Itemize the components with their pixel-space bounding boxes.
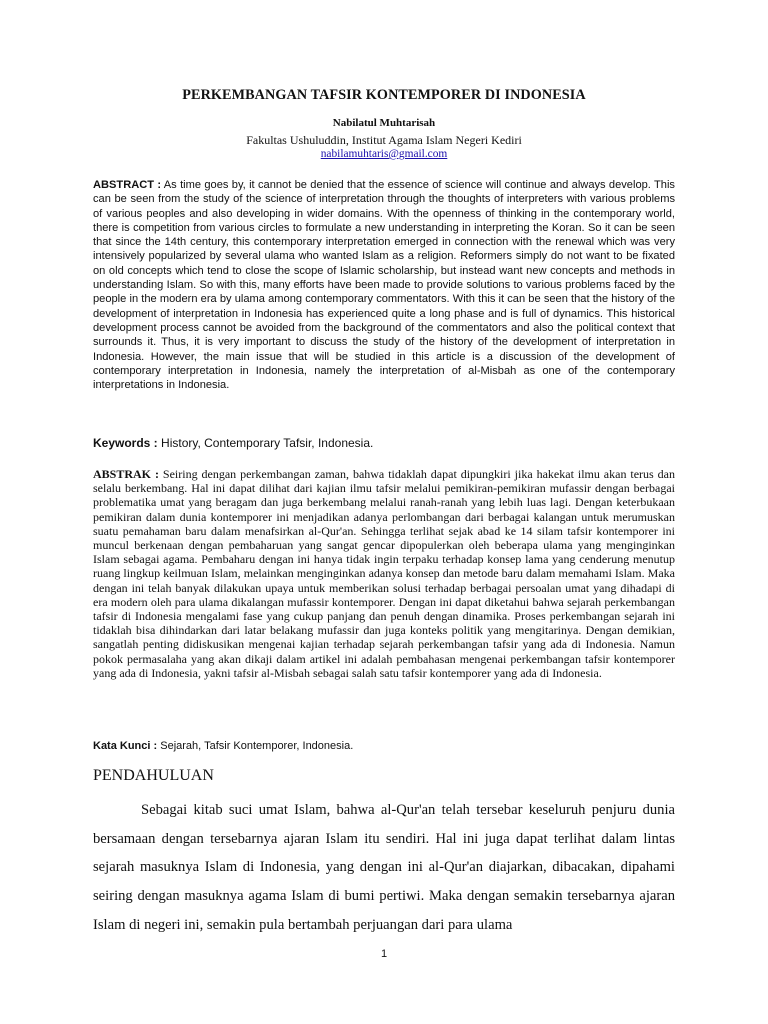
kata-kunci-label: Kata Kunci : bbox=[93, 740, 158, 752]
page-number: 1 bbox=[380, 948, 388, 960]
abstract-english bbox=[93, 178, 675, 392]
author-email-link[interactable]: nabilamuhtaris@gmail.com bbox=[320, 148, 448, 160]
keywords-label: Keywords : bbox=[93, 436, 158, 450]
abstract-indonesian bbox=[93, 467, 675, 680]
abstract-label: ABSTRACT : bbox=[93, 179, 162, 191]
keywords-line bbox=[93, 436, 675, 450]
abstract-text: As time goes by, it cannot be denied that the essence of science will continue and always develop. This can be seen from the study of the science of interpretation through the thoughts of interpreters with various problems of various peoples and also developing in wider domains. With the openness of thinking in the contemporary world, there is competition from various circles to formulate a new understanding in interpreting the Koran. So it can be seen that since the 14th century, this contemporary interpretation emerged in connection with the renewal which was very intensively popularized by several ulama who wanted Islam as a religion. Reformers simply do not want to be fixated on old concepts which tend to close the scope of Islamic scholarship, but instead want new concepts and methods in understanding Islam. So with this, many efforts have been made to provide solutions to various problems faced by the people in the modern era by ulama among contemporary commentators. With this it can be seen that the history of the development of interpretation in Indonesia has experienced quite a long phase and is full of dynamics. This historical development process cannot be avoided from the background of the commentators and also the political context that surrounds it. Thus, it is very important to discuss the study of the history of the development of interpretation in Indonesia. However, the main issue that will be studied in this article is a discussion of the development of contemporary interpretation in Indonesia, namely the interpretation of al-Misbah as one of the contemporary interpretations in Indonesia. bbox=[93, 179, 675, 392]
author-affiliation: Fakultas Ushuluddin, Institut Agama Islam Negeri Kediri bbox=[246, 133, 522, 147]
kata-kunci-line bbox=[93, 740, 675, 752]
intro-paragraph: Sebagai kitab suci umat Islam, bahwa al-Qur'an telah tersebar keseluruh penjuru dunia bersamaan dengan tersebarnya ajaran Islam itu sendiri. Hal ini juga dapat terlihat dalam lintas sejarah masuknya Islam di Indonesia, yang dengan ini al-Qur'an diajarkan, dibacakan, dipahami seiring dengan masuknya agama Islam di bumi pertiwi. Maka dengan semakin tersebarnya ajaran Islam di negeri ini, semakin pula bertambah perjuangan dari para ulama bbox=[93, 802, 675, 933]
abstrak-text: Seiring dengan perkembangan zaman, bahwa tidaklah dapat dipungkiri jika hakekat ilmu akan terus dan selalu berkembang. Hal ini dapat dilihat dari kajian ilmu tafsir melalui pemikiran-pemikiran mufassir dengan berbagai problematika umat yang beragam dan juga berkembang melalui ranah-ranah yang lebih luas lagi. Dengan keterbukaan pemikiran dalam dunia kontemporer ini menjadikan adanya perlombangan dari berbagai kalangan untuk merumuskan suatu pemahaman baru dalam menafsirkan al-Qur'an. Sehingga terlihat sejak abad ke 14 silam tafsir kontemporer ini muncul berkenaan dengan pembaharuan yang sangat gencar dipopulerkan oleh beberapa ulama yang menginginkan Islam sebagai agama. Pembaharu dengan ini hanya tidak ingin terpaku terhadap konsep lama yang cenderung menutup ruang lingkup keilmuan Islam, melainkan menginginkan adanya konsep dan metode baru dalam memahami Islam. Maka dengan ini telah banyak dilakukan upaya untuk memberikan solusi terhadap berbagai persoalan umat yang dihadapi di era modern oleh para ulama dikalangan mufassir kontemporer. Dengan ini dapat diketahui bahwa sejarah perkembangan tafsir di Indonesia mengalami fase yang cukup panjang dan penuh dengan dinamika. Proses perkembangan sejarah ini tidaklah bisa dihindarkan dari latar belakang mufassir dan juga konteks politik yang mengitarinya. Dengan demikian, sangatlah penting didiskusikan mengenai kajian terhadap sejarah perkembangan tafsir yang ada di Indonesia. Namun pokok permasalaha yang akan dikaji dalam artikel ini adalah pembahasan mengenai perkembangan tafsir kontemporer yang ada di Indonesia, yakni tafsir al-Misbah sebagai salah satu tafsir kontemporer yang ada di Indonesia. bbox=[93, 467, 675, 680]
keywords-text: History, Contemporary Tafsir, Indonesia. bbox=[161, 436, 374, 450]
section-heading: PENDAHULUAN bbox=[93, 767, 214, 784]
paper-title: PERKEMBANGAN TAFSIR KONTEMPORER DI INDONESIA bbox=[182, 87, 586, 103]
abstrak-label: ABSTRAK : bbox=[93, 467, 159, 481]
kata-kunci-text: Sejarah, Tafsir Kontemporer, Indonesia. bbox=[160, 740, 354, 752]
author-email-line bbox=[0, 148, 768, 160]
author-name: Nabilatul Muhtarisah bbox=[332, 117, 436, 129]
